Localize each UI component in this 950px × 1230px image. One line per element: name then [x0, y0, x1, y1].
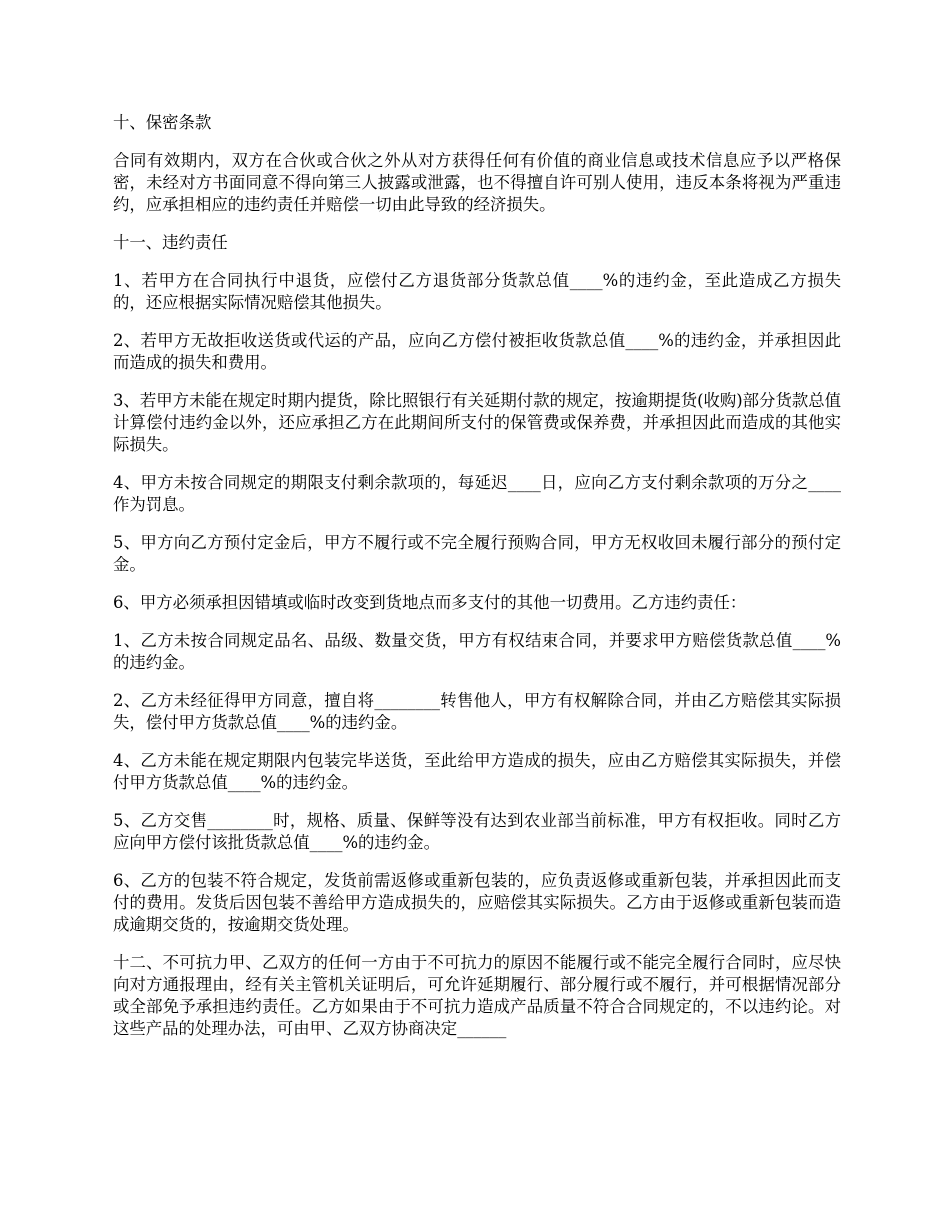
- paragraph-confidentiality: 合同有效期内，双方在合伙或合伙之外从对方获得任何有价值的商业信息或技术信息应予以严格保密，未经对方书面同意不得向第三人披露或泄露，也不得擅自许可别人使用，违反本条将视为严重违约，应承担相应的违约责任并赔偿一切由此导致的经济损失。: [113, 151, 841, 214]
- paragraph-party-b-6: 6、乙方的包装不符合规定，发货前需返修或重新包装的，应负责返修或重新包装，并承担因此而支付的费用。发货后因包装不善给甲方造成损失的，应赔偿其实际损失。乙方由于返修或重新包装而造成逾期交货的，按逾期交货处理。: [113, 871, 841, 934]
- paragraph-party-a-2: 2、若甲方无故拒收送货或代运的产品，应向乙方偿付被拒收货款总值____%的违约金，并承担因此而造成的损失和费用。: [113, 331, 841, 372]
- paragraph-party-a-6: 6、甲方必须承担因错填或临时改变到货地点而多支付的其他一切费用。乙方违约责任：: [113, 593, 747, 612]
- paragraph-party-a-1: 1、若甲方在合同执行中退货，应偿付乙方退货部分货款总值____%的违约金，至此造成乙方损失的，还应根据实际情况赔偿其他损失。: [113, 271, 841, 312]
- paragraph-party-b-5: 5、乙方交售________时，规格、质量、保鲜等没有达到农业部当前标准，甲方有权拒收。同时乙方应向甲方偿付该批货款总值____%的违约金。: [113, 811, 841, 852]
- document-body: [113, 112, 841, 1056]
- paragraph-party-b-4: 4、乙方未能在规定期限内包装完毕送货，至此给甲方造成的损失，应由乙方赔偿其实际损失，并偿付甲方货款总值____%的违约金。: [113, 751, 841, 792]
- section-heading-confidentiality: 十、保密条款: [113, 113, 212, 132]
- paragraph-party-b-2: 2、乙方未经征得甲方同意，擅自将________转售他人，甲方有权解除合同，并由乙方赔偿其实际损失，偿付甲方货款总值____%的违约金。: [113, 691, 841, 732]
- paragraph-force-majeure: 十二、不可抗力甲、乙双方的任何一方由于不可抗力的原因不能履行或不能完全履行合同时，应尽快向对方通报理由，经有关主管机关证明后，可允许延期履行、部分履行或不履行，并可根据情况部分或全部免予承担违约责任。乙方如果由于不可抗力造成产品质量不符合合同规定的，不以违约论。对这些产品的处理办法，可由甲、乙双方协商决定______: [113, 953, 841, 1038]
- paragraph-party-b-1: 1、乙方未按合同规定品名、品级、数量交货，甲方有权结束合同，并要求甲方赔偿货款总值____%的违约金。: [113, 631, 841, 672]
- paragraph-party-a-5: 5、甲方向乙方预付定金后，甲方不履行或不完全履行预购合同，甲方无权收回未履行部分的预付定金。: [113, 533, 841, 574]
- paragraph-party-a-4: 4、甲方未按合同规定的期限支付剩余款项的，每延迟____日，应向乙方支付剩余款项的万分之____作为罚息。: [113, 473, 841, 514]
- paragraph-party-a-3: 3、若甲方未能在规定时期内提货，除比照银行有关延期付款的规定，按逾期提货(收购)部分货款总值计算偿付违约金以外，还应承担乙方在此期间所支付的保管费或保养费，并承担因此而造成的其他实际损失。: [113, 391, 842, 454]
- section-heading-liability: 十一、违约责任: [113, 233, 228, 252]
